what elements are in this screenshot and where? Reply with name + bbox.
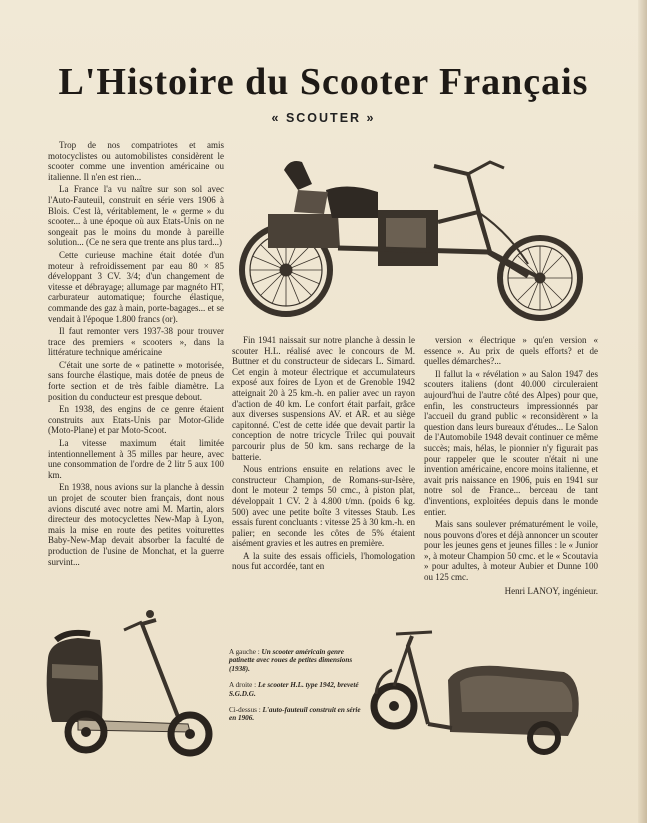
- article-title: L'Histoire du Scooter Français: [58, 61, 589, 103]
- caption: [229, 706, 369, 723]
- paragraph: C'était une sorte de « patinette » motorisée, sans fourche élastique, mais dotée de pneus de forte section et de très faible diamètre. La position du conducteur est presque debout.: [48, 359, 224, 402]
- paragraph: version « électrique » qu'en version « essence ». Au prix de quels efforts? et de quelles démarches?...: [424, 335, 598, 367]
- caption-key: A gauche :: [229, 648, 260, 656]
- article-subtitle: « SCOUTER »: [271, 111, 376, 125]
- paragraph: La vitesse maximum était limitée intentionnellement à 35 milles par heure, avec une consommation de l'ordre de 2 litr 5 aux 100 km.: [48, 438, 224, 480]
- article-column-2: [232, 335, 415, 574]
- paragraph: Il fallut la « révélation » au Salon 1947 des scouters italiens (dont 40.000 circuleraient aujourd'hui de l'autre côté des Alpes) pour que, enfin, les constructeurs impressionnés par l'accueil du grand public « reconsidèrent » la question dans leurs bureaux d'études... Le Salon de l'Automobile 1948 devait continuer ce même succès; mais, hélas, le pionnier n'y figurait pas pour rappeler que le scouter n'était ni une invention américaine, encore moins italienne, et avait pris naissance en 1906, puis en 1941 sur notre sol de France... berceau de tant d'inventions, exploitées depuis dans le monde entier.: [424, 368, 598, 517]
- paragraph: Mais sans soulever prématurément le voile, nous pouvons d'ores et déjà annoncer un scouter pour les jeunes gens et jeunes filles : le « Junior », à moteur Champion 50 cmc. et le « Scoutavia » pour adultes, à moteur Aubier et Dunne 100 ou 125 cmc.: [424, 519, 598, 583]
- paragraph: Cette curieuse machine était dotée d'un moteur à refroidissement par eau 80 × 85 développant 3 CV. 3/4; d'un changement de vitesse et débrayage; allumage par magnéto HT, carburateur automatique; fourche élastique, commande des gaz à main, porte-bagages... et se vendait à l'époque 1.800 francs (or).: [48, 249, 224, 324]
- paragraph: Nous entrions ensuite en relations avec le constructeur Champion, de Romans-sur-Isère, dont le moteur 2 temps 50 cmc., à piston plat, développait 1 CV. 2 à 4.800 t/mn. (poids 6 kg. 500) avec une petite boîte 3 vitesses Staub. Les essais furent concluants : vitesse 25 à 30 km.-h. en palier; en seconde les côtes de 5% étaient aisément gravies et les autres en première.: [232, 464, 415, 549]
- caption-text: Un scooter américain genre patinette avec roues de petites dimensions (1938).: [229, 648, 353, 673]
- paragraph: En 1938, des engins de ce genre étaient construits aux Etats-Unis par Motor-Glide (Moto-Plane) et par Moto-Scoot.: [48, 404, 224, 436]
- photo-captions: [229, 648, 369, 731]
- scooter-hl-1942-photo: [368, 620, 588, 760]
- american-scooter-1938-photo: [38, 600, 218, 760]
- article-column-1: [48, 140, 224, 569]
- caption-key: A droite :: [229, 681, 257, 690]
- paragraph: Trop de nos compatriotes et amis motocyclistes ou automobilistes considèrent le scooter comme une invention américaine ou italienne. Il n'en est rien...: [48, 140, 224, 182]
- caption: [229, 681, 369, 698]
- caption-text: Le scooter H.L. type 1942, breveté S.G.D.G.: [229, 681, 359, 698]
- caption-text: L'auto-fauteuil construit en série en 1906.: [229, 706, 361, 723]
- author-signature: Henri LANOY, ingénieur.: [504, 585, 598, 596]
- paragraph: La France l'a vu naître sur son sol avec l'Auto-Fauteuil, construit en série vers 1906 à Blois. C'est là, véritablement, le « germe » du scooter... à une époque où aux Etats-Unis on ne songeait pas le moins du monde à pareille solution... (Ce ne sera que trente ans plus tard...): [48, 184, 224, 248]
- paragraph: Il faut remonter vers 1937-38 pour trouver trace des premiers « scooters », dans la littérature technique américaine: [48, 326, 224, 358]
- article-column-3: [424, 335, 598, 598]
- paragraph: A la suite des essais officiels, l'homologation nous fut accordée, tant en: [232, 550, 415, 572]
- caption: [229, 648, 369, 673]
- caption-key: Ci-dessus :: [229, 706, 261, 715]
- paragraph: Fin 1941 naissait sur notre planche à dessin le scouter H.L. réalisé avec le concours de M. Buttner et du constructeur de sidecars L. Simard. Cet engin à moteur électrique et accumulateurs exposé aux foires de Lyon et de Grenoble 1942 atteignait 20 à 25 km.-h. en palier avec un rayon d'action de 40 km. Le confort était parfait, grâce aux diverses suspensions AV. et AR. et au siège capitonné. C'est de cette idée que devait partir la conception de notre tricycle Trilec qui pouvait parcourir plus de 50 km. sans recharge de la batterie.: [232, 335, 415, 462]
- auto-fauteuil-1906-photo: [228, 152, 590, 332]
- paragraph: En 1938, nous avions sur la planche à dessin un projet de scouter bien français, dont nous avions discuté avec notre ami M. Martin, alors directeur des motocyclettes New-Map à Lyon, mais la mise en route des petites voiturettes Baby-New-Map devait absorber la faculté de production de l'usine de Monchat, et la guerre survint...: [48, 482, 224, 567]
